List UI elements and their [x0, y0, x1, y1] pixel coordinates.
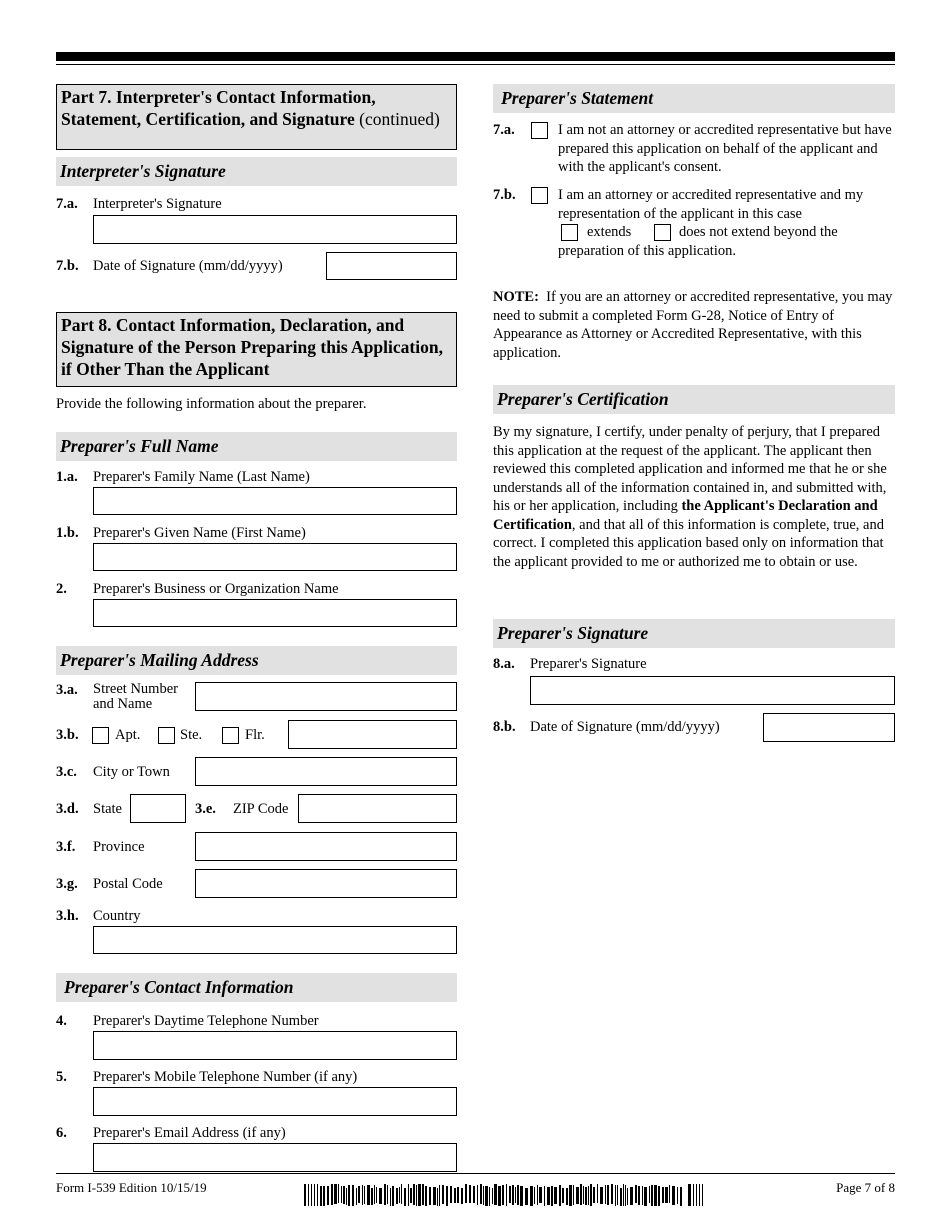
item-number: 3.c.: [56, 764, 77, 780]
daytime-phone-label: Preparer's Daytime Telephone Number: [93, 1013, 319, 1029]
preparer-signature-label: Preparer's Signature: [530, 656, 647, 672]
footer-rule: [56, 1173, 895, 1174]
preparer-contact-heading: Preparer's Contact Information: [56, 973, 457, 1002]
interpreter-date-label: Date of Signature (mm/dd/yyyy): [93, 258, 283, 274]
given-name-field[interactable]: [93, 543, 457, 571]
mobile-phone-label: Preparer's Mobile Telephone Number (if any): [93, 1069, 358, 1085]
daytime-phone-field[interactable]: [93, 1031, 457, 1060]
header-thick-rule: [56, 52, 895, 61]
item-number: 8.b.: [493, 719, 516, 735]
preparer-date-label: Date of Signature (mm/dd/yyyy): [530, 719, 720, 735]
note-paragraph: [493, 288, 895, 385]
certification-text-end: , and that all of this information is complete, true, and correct. I completed this application based only on information that the applicant provided to me or authorized me to obtain or use.: [493, 516, 884, 570]
certification-text: By my signature, I certify, under penalty of perjury, that I prepared this application at the request of the applicant. The applicant then reviewed this completed application and informed me that he or she understands all of the information contained in, and submitted with, his or her application, including: [493, 424, 887, 514]
ste-checkbox[interactable]: [158, 727, 175, 744]
preparer-mailing-address-heading: Preparer's Mailing Address: [56, 646, 457, 675]
not-attorney-text: I am not an attorney or accredited representative but have prepared this application on behalf of the applicant and with the applicant's consent.: [558, 122, 892, 175]
family-name-field[interactable]: [93, 487, 457, 515]
part7-items: [56, 186, 457, 312]
country-label: Country: [93, 908, 141, 924]
unit-number-field[interactable]: [288, 720, 457, 749]
page-number: Page 7 of 8: [836, 1180, 895, 1195]
extends-label: extends: [587, 224, 632, 240]
preparer-statement-heading: Preparer's Statement: [493, 84, 895, 113]
note-text: If you are an attorney or accredited representative, you may need to submit a completed Form G-28, Notice of Entry of Appearance as Attorney or Accredited Representative, with this application.: [493, 289, 893, 361]
preparer-certification-heading: Preparer's Certification: [493, 385, 895, 414]
part7-title: Part 7. Interpreter's Contact Information, Statement, Certification, and Signature: [61, 87, 376, 129]
extends-checkbox[interactable]: [561, 224, 578, 241]
email-field[interactable]: [93, 1143, 457, 1172]
attorney-text: I am an attorney or accredited representative and my representation of the applicant in this case: [558, 187, 864, 222]
item-number: 3.g.: [56, 876, 78, 892]
given-name-label: Preparer's Given Name (First Name): [93, 525, 306, 541]
province-field[interactable]: [195, 832, 457, 861]
interpreter-signature-heading: Interpreter's Signature: [56, 157, 457, 186]
item-number: 2.: [56, 581, 67, 597]
note-label: NOTE:: [493, 289, 539, 305]
preparer-full-name-heading: Preparer's Full Name: [56, 432, 457, 461]
postal-code-field[interactable]: [195, 869, 457, 898]
part8-title-box: [56, 312, 457, 387]
interpreter-signature-field[interactable]: [93, 215, 457, 244]
item-number: 1.a.: [56, 469, 78, 485]
item-number: 7.b.: [493, 187, 516, 203]
business-name-label: Preparer's Business or Organization Name: [93, 581, 339, 597]
right-column: [493, 84, 895, 748]
city-label: City or Town: [93, 764, 170, 780]
zip-label: ZIP Code: [233, 801, 289, 817]
item-number: 7.a.: [56, 196, 78, 212]
mobile-phone-field[interactable]: [93, 1087, 457, 1116]
business-name-field[interactable]: [93, 599, 457, 627]
left-column: [56, 84, 457, 1172]
interpreter-signature-label: Interpreter's Signature: [93, 196, 222, 212]
contact-items: [56, 1002, 457, 1172]
zip-field[interactable]: [298, 794, 457, 823]
flr-checkbox[interactable]: [222, 727, 239, 744]
not-attorney-checkbox[interactable]: [531, 122, 548, 139]
state-field[interactable]: [130, 794, 186, 823]
header-thin-rule: [56, 64, 895, 65]
item-number: 8.a.: [493, 656, 515, 672]
item-number: 3.b.: [56, 727, 79, 743]
apt-label: Apt.: [115, 727, 141, 743]
mailing-address-items: [56, 675, 457, 973]
statement-items: [493, 113, 895, 293]
certification-bold-text: the Applicant's Declaration and Certification: [493, 498, 878, 533]
postal-label: Postal Code: [93, 876, 163, 892]
ste-label: Ste.: [180, 727, 203, 743]
item-number: 3.h.: [56, 908, 79, 924]
item-number: 4.: [56, 1013, 67, 1029]
part7-title-box: [56, 84, 457, 150]
state-label: State: [93, 801, 122, 817]
item-number: 3.f.: [56, 839, 76, 855]
form-edition: Form I-539 Edition 10/15/19: [56, 1180, 207, 1195]
attorney-checkbox[interactable]: [531, 187, 548, 204]
province-label: Province: [93, 839, 145, 855]
item-number: 6.: [56, 1125, 67, 1141]
part8-title: Part 8. Contact Information, Declaration, and Signature of the Person Preparing this Application, if Other Than the Applicant: [61, 315, 443, 379]
item-number: 5.: [56, 1069, 67, 1085]
item-number: 1.b.: [56, 525, 79, 541]
preparer-date-field[interactable]: [763, 713, 895, 742]
item-number: 7.a.: [493, 122, 515, 138]
signature-items: [493, 648, 895, 748]
email-label: Preparer's Email Address (if any): [93, 1125, 286, 1141]
not-extend-label: does not extend beyond the: [679, 224, 838, 240]
item-number: 3.e.: [195, 801, 216, 817]
not-extend-checkbox[interactable]: [654, 224, 671, 241]
item-number: 3.a.: [56, 682, 78, 698]
city-field[interactable]: [195, 757, 457, 786]
item-number: 7.b.: [56, 258, 79, 274]
family-name-label: Preparer's Family Name (Last Name): [93, 469, 310, 485]
preparer-signature-heading: Preparer's Signature: [493, 619, 895, 648]
statement-tail: preparation of this application.: [558, 243, 736, 259]
apt-checkbox[interactable]: [92, 727, 109, 744]
part7-continued: (continued): [359, 109, 440, 129]
certification-paragraph: [493, 423, 895, 619]
item-number: 3.d.: [56, 801, 79, 817]
street-field[interactable]: [195, 682, 457, 711]
street-label: Street Number and Name: [93, 681, 178, 712]
interpreter-date-field[interactable]: [326, 252, 457, 280]
part8-intro: Provide the following information about the preparer.: [56, 396, 367, 412]
country-field[interactable]: [93, 926, 457, 954]
barcode: [304, 1184, 712, 1206]
preparer-name-items: [56, 461, 457, 646]
preparer-signature-field[interactable]: [530, 676, 895, 705]
flr-label: Flr.: [245, 727, 265, 743]
